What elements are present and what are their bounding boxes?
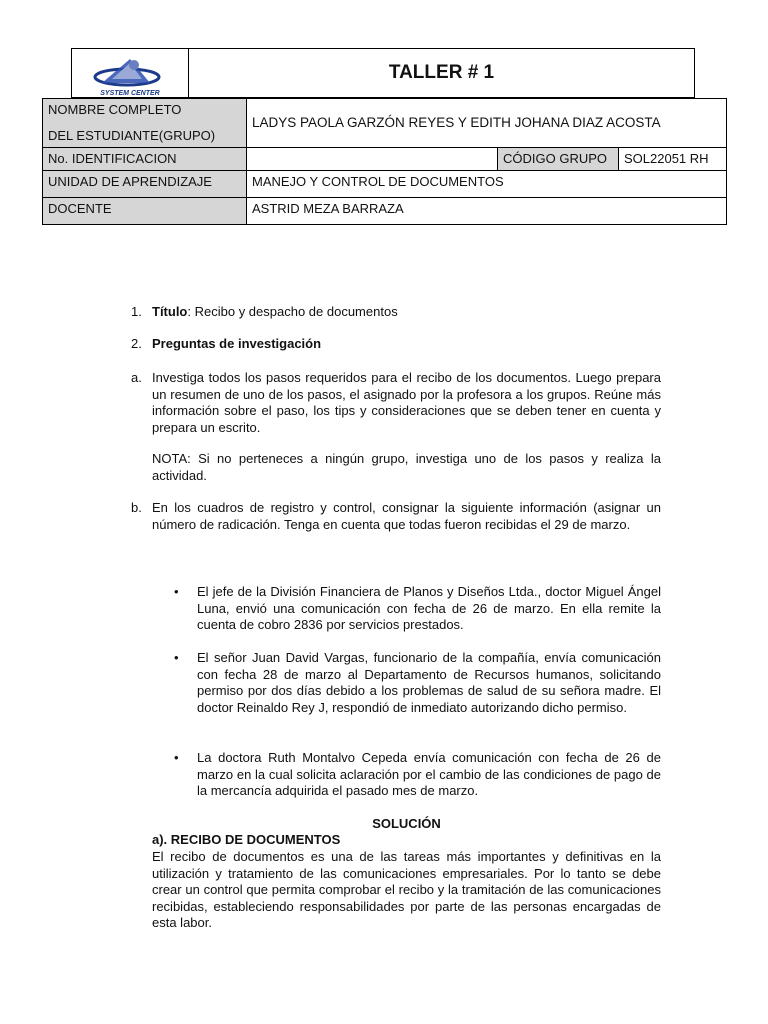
name-label-line2: DEL ESTUDIANTE(GRUPO)	[48, 128, 216, 143]
table-row	[43, 198, 727, 225]
solution-text: El recibo de documentos es una de las tareas más importantes y definitivas en la utilización y tratamiento de las comunicaciones empresariales. Por lo tanto se debe crear un control que permita comprobar el recibo y la tramitación de las comunicaciones recibidas, estableciendo responsabilidades por parte de las personas encargadas de esta labor.	[152, 849, 661, 930]
item2-bold: Preguntas de investigación	[152, 336, 322, 351]
item-b-label: b.	[131, 500, 142, 515]
bullet3-text: La doctora Ruth Montalvo Cepeda envía comunicación con fecha de 26 de marzo en la cual solicita aclaración por el cambio de las condiciones de pago de la mercancía adquirida el pasado mes de marzo.	[197, 750, 661, 798]
solution-heading: SOLUCIÓN	[372, 816, 441, 831]
table-row	[43, 171, 727, 198]
name-label-cell	[43, 99, 247, 148]
group-code-value: SOL22051 RH	[619, 148, 727, 171]
svg-text:SYSTEM CENTER: SYSTEM CENTER	[100, 90, 160, 97]
solution-subheading: a). RECIBO DE DOCUMENTOS	[152, 832, 341, 847]
item1-title	[152, 304, 662, 321]
item-b-text: En los cuadros de registro y control, consignar la siguiente información (asignar un número de radicación. Tenga en cuenta que todas fueron recibidas el 29 de marzo.	[152, 500, 661, 532]
table-row	[43, 99, 727, 148]
item-a-label: a.	[131, 370, 142, 385]
page-title: TALLER # 1	[388, 62, 495, 83]
document-header	[71, 48, 695, 98]
item1-bold: Título	[152, 304, 188, 319]
name-value: LADYS PAOLA GARZÓN REYES Y EDITH JOHANA DIAZ ACOSTA	[247, 99, 727, 148]
bullet1-text: El jefe de la División Financiera de Planos y Diseños Ltda., doctor Miguel Ángel Luna, envió una comunicación con fecha de 26 de marzo. En ella remite la cuenta de cobro 2836 por servicios prestados.	[197, 584, 661, 632]
unit-value: MANEJO Y CONTROL DE DOCUMENTOS	[247, 171, 727, 198]
id-label: No. IDENTIFICACION	[43, 148, 247, 171]
student-info-table	[42, 98, 727, 225]
id-value	[247, 148, 498, 171]
bullet-icon: •	[174, 650, 179, 665]
logo	[72, 49, 189, 97]
table-row	[43, 148, 727, 171]
item2-number: 2.	[131, 336, 142, 351]
group-code-label: CÓDIGO GRUPO	[498, 148, 619, 171]
bullet-icon: •	[174, 584, 179, 599]
logo-icon	[72, 49, 188, 97]
nota-text: NOTA: Si no perteneces a ningún grupo, investiga uno de los pasos y realiza la actividad.	[152, 451, 661, 483]
teacher-label: DOCENTE	[43, 198, 247, 225]
unit-label: UNIDAD DE APRENDIZAJE	[43, 171, 247, 198]
item1-number: 1.	[131, 304, 142, 319]
item1-rest: : Recibo y despacho de documentos	[187, 304, 398, 319]
item2-heading	[152, 336, 662, 353]
item-a-text: Investiga todos los pasos requeridos para el recibo de los documentos. Luego prepara un resumen de uno de los pasos, el asignado por la profesora a los grupos. Reúne más información sobre el paso, los tips y consideraciones que se deben tener en cuenta y prepara un escrito.	[152, 370, 661, 435]
bullet2-text: El señor Juan David Vargas, funcionario de la compañía, envía comunicación con fecha 28 de marzo al Departamento de Recursos humanos, solicitando permiso por dos días debido a los problemas de salud de su señora madre. El doctor Reinaldo Rey J, respondió de inmediato autorizando dicho permiso.	[197, 650, 661, 715]
name-label-line1: NOMBRE COMPLETO	[48, 102, 182, 117]
bullet-icon: •	[174, 750, 179, 765]
teacher-value: ASTRID MEZA BARRAZA	[247, 198, 727, 225]
